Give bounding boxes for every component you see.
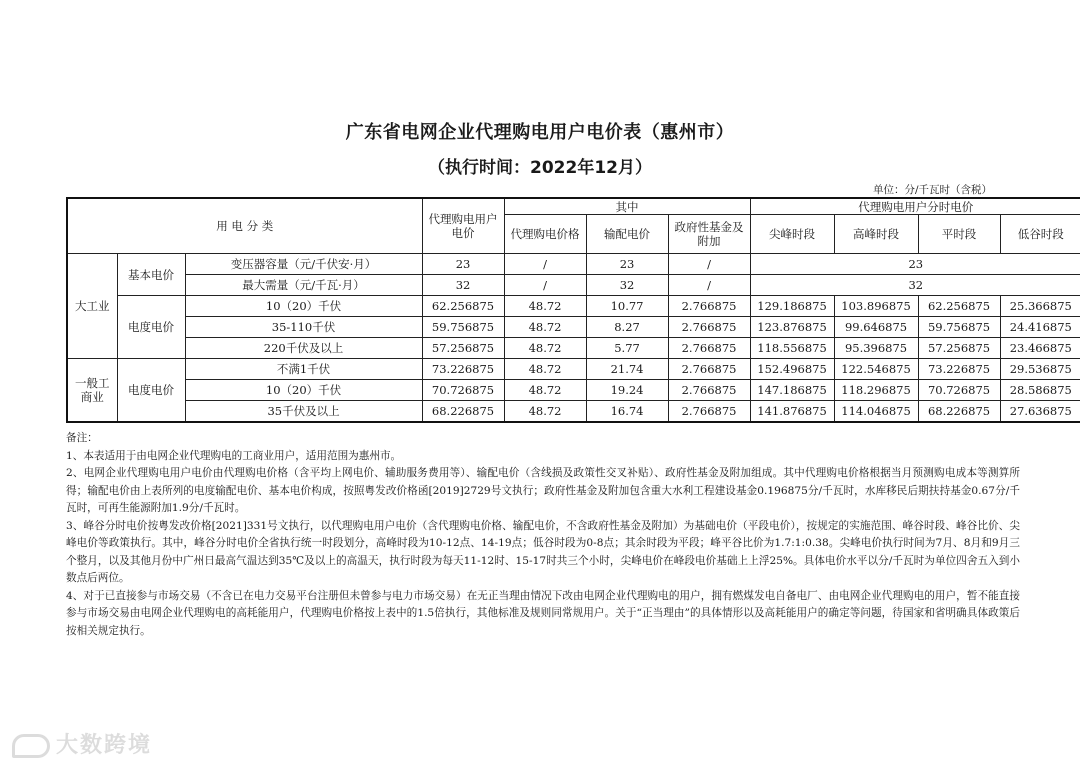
header-peak: 高峰时段 — [834, 215, 918, 254]
unit-label: 单位：分/千瓦时（含税） — [872, 184, 992, 196]
cell-valley: 27.636875 — [1000, 401, 1080, 423]
cell-flat: 62.256875 — [918, 296, 1000, 317]
cell-peak: 95.396875 — [834, 338, 918, 359]
cell-fund: 2.766875 — [668, 359, 750, 380]
table-row — [67, 359, 1080, 380]
cell-transmission: 5.77 — [586, 338, 668, 359]
table-row — [67, 296, 1080, 317]
cell-fund: / — [668, 275, 750, 296]
header-row-1 — [67, 198, 1080, 215]
price-table — [66, 197, 1080, 423]
table-row — [67, 338, 1080, 359]
header-gov-fund: 政府性基金及附加 — [668, 215, 750, 254]
cell-proxy: 48.72 — [504, 317, 586, 338]
cell-price: 32 — [422, 275, 504, 296]
cell-price: 23 — [422, 254, 504, 275]
header-valley: 低谷时段 — [1000, 215, 1080, 254]
cell-sharp: 141.876875 — [750, 401, 834, 423]
cell-tou: 32 — [750, 275, 1080, 296]
cell-proxy: 48.72 — [504, 401, 586, 423]
header-proxy-purchase-price: 代理购电价格 — [504, 215, 586, 254]
cell-transmission: 21.74 — [586, 359, 668, 380]
header-among: 其中 — [504, 198, 750, 215]
table-row — [67, 254, 1080, 275]
cell-flat: 70.726875 — [918, 380, 1000, 401]
cell-fund: 2.766875 — [668, 338, 750, 359]
cell-fund: / — [668, 254, 750, 275]
cell-peak: 99.646875 — [834, 317, 918, 338]
cell-transmission: 16.74 — [586, 401, 668, 423]
note-item: 4、对于已直接参与市场交易（不含已在电力交易平台注册但未曾参与电力市场交易）在无正当理由情况下改由电网企业代理购电的用户，拥有燃煤发电自备电厂、由电网企业代理购电的用户，暂不能直接参与市场交易由电网企业代理购电的高耗能用户，代理购电价格按上表中的1.5倍执行，其他标准及规则同常规用户。关于“正当理由”的具体情形以及高耗能用户的确定等问题，待国家和省明确具体政策后按相关规定执行。 — [66, 589, 1020, 637]
cell-sharp: 152.496875 — [750, 359, 834, 380]
header-transmission-price: 输配电价 — [586, 215, 668, 254]
cell-price: 70.726875 — [422, 380, 504, 401]
cell-proxy: 48.72 — [504, 380, 586, 401]
cell-proxy: 48.72 — [504, 359, 586, 380]
cell-price: 68.226875 — [422, 401, 504, 423]
cell-valley: 28.586875 — [1000, 380, 1080, 401]
table-row — [67, 380, 1080, 401]
watermark-logo-icon — [12, 734, 50, 758]
cell-price: 59.756875 — [422, 317, 504, 338]
row-item: 35千伏及以上 — [185, 401, 422, 423]
note-item: 2、电网企业代理购电用户电价由代理购电价格（含平均上网电价、辅助服务费用等）、输配电价（含线损及政策性交叉补贴）、政府性基金及附加组成。其中代理购电价格根据当月预测购电成本等测算所得；输配电价由上表所列的电度输配电价、基本电价构成，按照粤发改价格函[2019]2729号文执行；政府性基金及附加包含重大水利工程建设基金0.196875分/千瓦时，水库移民后期扶持基金0.67分/千瓦时，可再生能源附加1.9分/千瓦时。 — [66, 467, 1020, 514]
group-large-industry: 大工业 — [67, 254, 117, 359]
note-item: 3、峰谷分时电价按粤发改价格[2021]331号文执行，以代理购电用户电价（含代理购电价格、输配电价，不含政府性基金及附加）为基础电价（平段电价），按规定的实施范围、峰谷时段、峰谷比价、尖峰电价等政策执行。其中，峰谷分时电价全省执行统一时段划分，高峰时段为10-12点、14-19点；低谷时段为0-8点；其余时段为平段；峰平谷比价为1.7:1:0.38。尖峰电价执行时间为7月、8月和9月三个整月，以及其他月份中广州日最高气温达到35℃及以上的高温天，执行时段为每天11-12时、15-17时共三个小时，尖峰电价在峰段电价基础上上浮25%。具体电价水平以分/千瓦时为单位四舍五入到小数点后两位。 — [66, 519, 1020, 584]
cell-flat: 73.226875 — [918, 359, 1000, 380]
cell-proxy: 48.72 — [504, 296, 586, 317]
cell-price: 62.256875 — [422, 296, 504, 317]
page-title: 广东省电网企业代理购电用户电价表（惠州市） — [345, 122, 735, 143]
cell-price: 73.226875 — [422, 359, 504, 380]
note-item: 1、本表适用于由电网企业代理购电的工商业用户，适用范围为惠州市。 — [66, 449, 402, 462]
energy-price-label: 电度电价 — [117, 359, 185, 423]
cell-proxy: / — [504, 254, 586, 275]
cell-sharp: 118.556875 — [750, 338, 834, 359]
basic-price-label: 基本电价 — [117, 254, 185, 296]
cell-flat: 59.756875 — [918, 317, 1000, 338]
cell-peak: 103.896875 — [834, 296, 918, 317]
cell-valley: 24.416875 — [1000, 317, 1080, 338]
header-proxy-user-price: 代理购电用户电价 — [422, 198, 504, 254]
cell-sharp: 129.186875 — [750, 296, 834, 317]
row-item: 变压器容量（元/千伏安·月） — [185, 254, 422, 275]
cell-fund: 2.766875 — [668, 296, 750, 317]
header-category: 用 电 分 类 — [67, 198, 422, 254]
watermark — [12, 728, 152, 759]
row-item: 不满1千伏 — [185, 359, 422, 380]
header-flat: 平时段 — [918, 215, 1000, 254]
cell-transmission: 23 — [586, 254, 668, 275]
cell-fund: 2.766875 — [668, 401, 750, 423]
header-tou-group: 代理购电用户分时电价 — [750, 198, 1080, 215]
notes-section — [66, 430, 1020, 640]
table-row — [67, 401, 1080, 423]
cell-valley: 23.466875 — [1000, 338, 1080, 359]
page-subtitle: （执行时间：2022年12月） — [428, 158, 652, 178]
table-row — [67, 317, 1080, 338]
table-row — [67, 275, 1080, 296]
cell-fund: 2.766875 — [668, 317, 750, 338]
cell-transmission: 8.27 — [586, 317, 668, 338]
cell-tou: 23 — [750, 254, 1080, 275]
cell-sharp: 123.876875 — [750, 317, 834, 338]
row-item: 10（20）千伏 — [185, 296, 422, 317]
cell-peak: 118.296875 — [834, 380, 918, 401]
cell-proxy: / — [504, 275, 586, 296]
row-item: 220千伏及以上 — [185, 338, 422, 359]
cell-flat: 68.226875 — [918, 401, 1000, 423]
cell-fund: 2.766875 — [668, 380, 750, 401]
watermark-text: 大数跨境 — [56, 733, 153, 758]
cell-peak: 122.546875 — [834, 359, 918, 380]
cell-proxy: 48.72 — [504, 338, 586, 359]
cell-price: 57.256875 — [422, 338, 504, 359]
cell-transmission: 10.77 — [586, 296, 668, 317]
cell-transmission: 19.24 — [586, 380, 668, 401]
energy-price-label: 电度电价 — [117, 296, 185, 359]
cell-transmission: 32 — [586, 275, 668, 296]
cell-peak: 114.046875 — [834, 401, 918, 423]
cell-sharp: 147.186875 — [750, 380, 834, 401]
row-item: 最大需量（元/千瓦·月） — [185, 275, 422, 296]
group-general-commercial: 一般工商业 — [67, 359, 117, 423]
notes-heading: 备注： — [66, 432, 98, 444]
cell-valley: 25.366875 — [1000, 296, 1080, 317]
cell-flat: 57.256875 — [918, 338, 1000, 359]
row-item: 10（20）千伏 — [185, 380, 422, 401]
row-item: 35-110千伏 — [185, 317, 422, 338]
header-sharp-peak: 尖峰时段 — [750, 215, 834, 254]
cell-valley: 29.536875 — [1000, 359, 1080, 380]
